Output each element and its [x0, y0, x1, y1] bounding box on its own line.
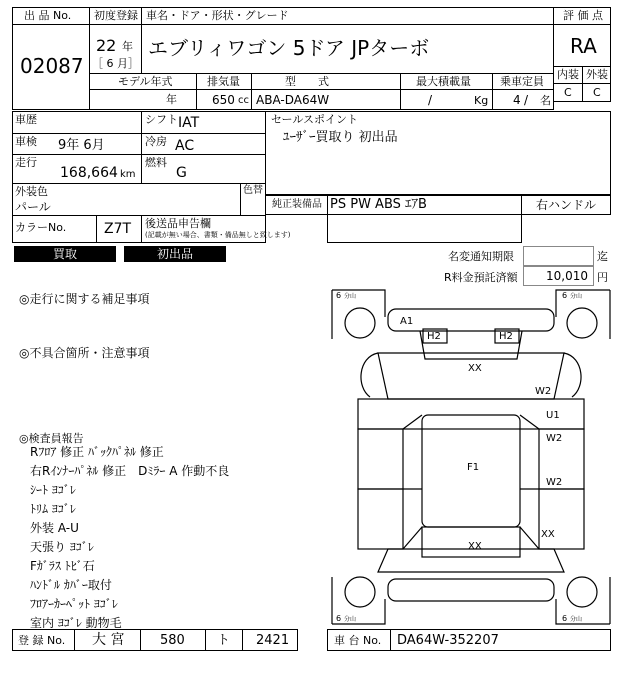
inspector-line: 外装 A-U: [30, 521, 79, 535]
fuel-label: 燃料: [145, 156, 167, 169]
mark-w2-side: W2: [546, 433, 563, 444]
max-load-label: 最大積載量: [416, 75, 471, 88]
mark-h2-left: H2: [427, 331, 441, 342]
ext-color-value: パール: [15, 200, 51, 214]
max-load-unit: Kg: [474, 94, 489, 107]
lot-number: 02087: [20, 54, 84, 78]
shift-label: シフト: [145, 113, 178, 126]
interior-value: C: [564, 86, 572, 99]
inspector-line: ｼｰﾄ ﾖｺﾞﾚ: [30, 483, 76, 497]
mark-h2-right: H2: [499, 331, 513, 342]
first-reg-month: ［ 6 月］: [92, 57, 139, 70]
name-change-value-box: [523, 246, 594, 266]
inspector-line: ﾊﾝﾄﾞﾙ ｶﾊﾞｰ取付: [30, 578, 112, 592]
equip-value: PS PW ABS ｴｱB: [330, 197, 427, 212]
recycle-label: R料金預託済額: [444, 271, 518, 284]
first-reg-year: 22: [96, 36, 117, 55]
mark-xx-front: XX: [468, 363, 482, 374]
mark-u1: U1: [546, 410, 560, 421]
mark-f1: F1: [467, 462, 480, 473]
docs-label: 後送品申告欄: [145, 217, 211, 230]
capacity-value: 4: [513, 93, 521, 107]
tire-depth-rr: 6: [562, 614, 568, 623]
capacity-label: 乗車定員: [500, 75, 544, 88]
tag-first-listing: 初出品: [124, 246, 226, 262]
repaint-label: 色替: [243, 185, 263, 196]
reg-number: 2421: [256, 633, 290, 648]
driving-notes-label: ◎走行に関する補足事項: [19, 292, 150, 306]
max-load-slash: /: [428, 93, 433, 107]
reg-class: 580: [160, 633, 185, 648]
mileage-label: 走行: [15, 156, 37, 169]
first-reg-year-unit: 年: [122, 40, 133, 53]
car-name-label: 車名・ドア・形状・グレード: [146, 9, 289, 22]
inspector-line: 室内 ﾖｺﾞﾚ 動物毛: [30, 616, 122, 630]
mileage-value: 168,664: [60, 165, 118, 181]
chassis-value: DA64W-352207: [397, 633, 499, 648]
tire-depth-rl-unit: 分山: [344, 616, 357, 623]
tag-buyback: 買取: [14, 246, 116, 262]
capacity-slash: /: [524, 93, 529, 107]
fuel-value: G: [176, 165, 187, 181]
color-no-value: Z7T: [104, 221, 132, 237]
inspector-line: Fｶﾞﾗｽ ﾄﾋﾞ石: [30, 559, 95, 573]
mark-xx-rear: XX: [468, 541, 482, 552]
inspection-label: 車検: [15, 135, 37, 148]
shift-value: IAT: [178, 115, 200, 131]
type-label: 型 式: [285, 75, 329, 88]
mark-xx-right: XX: [541, 529, 555, 540]
tire-depth-fr: 6: [562, 291, 568, 300]
capacity-unit: 名: [540, 94, 551, 107]
ac-value: AC: [175, 138, 195, 154]
displacement-label: 排気量: [207, 75, 240, 88]
name-change-label: 名変通知期限: [448, 250, 514, 263]
color-no-label: カラーNo.: [15, 221, 67, 234]
defects-label: ◎不具合箇所・注意事項: [19, 346, 150, 360]
sales-point-text: ﾕｰｻﾞｰ買取り 初出品: [283, 130, 398, 145]
type-value: ABA-DA64W: [256, 93, 330, 107]
recycle-value: 10,010: [546, 269, 588, 283]
grade-value: RA: [570, 34, 597, 58]
inspector-label: ◎検査員報告: [19, 432, 84, 445]
ac-label: 冷房: [145, 135, 167, 148]
mileage-unit: km: [120, 169, 136, 180]
tire-depth-fl: 6: [336, 291, 342, 300]
ext-color-label: 外装色: [15, 185, 48, 198]
empty-cell: [327, 214, 522, 243]
lot-label: 出 品 No.: [24, 9, 72, 22]
displacement-unit: cc: [238, 95, 249, 106]
exterior-value: C: [593, 86, 601, 99]
chassis-label: 車 台 No.: [334, 634, 382, 647]
inspector-line: ﾌﾛｱｰｶｰﾍﾟｯﾄ ﾖｺﾞﾚ: [30, 597, 118, 611]
first-reg-label: 初度登録: [94, 9, 138, 22]
recycle-unit: 円: [597, 271, 608, 284]
interior-label: 内装: [557, 68, 579, 81]
reg-label: 登 録 No.: [18, 634, 66, 647]
mark-w2-rear: W2: [546, 477, 563, 488]
inspector-line: 右Rｲﾝﾅｰﾊﾟﾈﾙ 修正 Dﾐﾗｰ A 作動不良: [30, 464, 230, 478]
exterior-label: 外装: [586, 68, 608, 81]
model-year-label: モデル年式: [118, 75, 173, 88]
tire-depth-fr-unit: 分山: [570, 293, 583, 300]
inspection-value: 9年 6月: [58, 138, 105, 153]
equip-label: 純正装備品: [272, 199, 322, 210]
docs-note: (記載が無い場合、書類・備品無しと致します): [145, 231, 291, 239]
history-label: 車歴: [15, 113, 37, 126]
mark-w2-front: W2: [535, 386, 552, 397]
inspector-line: 天張り ﾖｺﾞﾚ: [30, 540, 94, 554]
tire-depth-rr-unit: 分山: [570, 616, 583, 623]
reg-kana: ト: [217, 633, 231, 648]
inspector-line: ﾄﾘﾑ ﾖｺﾞﾚ: [30, 502, 76, 516]
displacement-value: 650: [212, 93, 235, 107]
inspector-line: Rﾌﾛｱ 修正 ﾊﾞｯｸﾊﾟﾈﾙ 修正: [30, 445, 164, 459]
car-name: エブリィワゴン 5ドア JPターボ: [148, 36, 430, 60]
sales-point-label: セールスポイント: [271, 113, 359, 126]
handle-value: 右ハンドル: [536, 198, 597, 212]
vehicle-damage-diagram: [330, 287, 612, 627]
grade-label: 評 価 点: [563, 9, 603, 22]
tire-depth-rl: 6: [336, 614, 342, 623]
mark-a1: A1: [400, 316, 414, 327]
tire-depth-fl-unit: 分山: [344, 293, 357, 300]
model-year-unit: 年: [166, 93, 177, 106]
name-change-unit: 迄: [597, 250, 608, 263]
reg-area: 大 宮: [92, 632, 125, 648]
